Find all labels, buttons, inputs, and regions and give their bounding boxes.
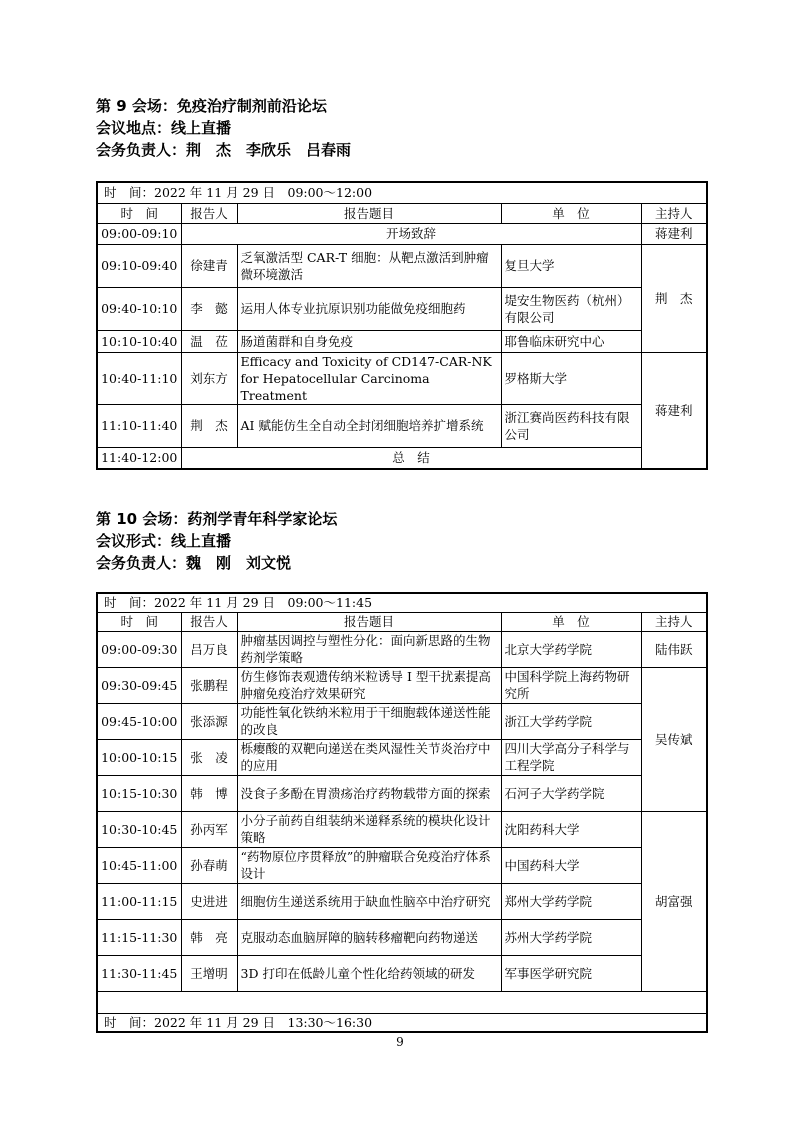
- row-unit: 堤安生物医药（杭州）有限公司: [501, 287, 641, 330]
- row-topic: 栎瘿酸的双靶向递送在类风湿性关节炎治疗中的应用: [237, 739, 501, 775]
- row-host: 蒋建利: [641, 352, 707, 469]
- row-speaker: 温 莅: [181, 330, 237, 352]
- page-number: 9: [396, 1035, 404, 1049]
- row-topic: 3D 打印在低龄儿童个性化给药领域的研发: [237, 955, 501, 991]
- row-unit: 罗格斯大学: [501, 352, 641, 404]
- header-speaker: 报告人: [181, 203, 237, 223]
- session9-organizers: 会务负责人：荆 杰 李欣乐 吕春雨: [96, 141, 352, 159]
- header-topic: 报告题目: [237, 612, 501, 631]
- row-unit: 复旦大学: [501, 244, 641, 287]
- row-unit: 耶鲁临床研究中心: [501, 330, 641, 352]
- header-unit: 单 位: [501, 612, 641, 631]
- table-row: [97, 447, 707, 469]
- row-unit: 石河子大学药学院: [501, 775, 641, 811]
- row-topic: 克服动态血脑屏障的脑转移瘤靶向药物递送: [237, 919, 501, 955]
- table-row: [97, 667, 707, 703]
- row-unit: 浙江大学药学院: [501, 703, 641, 739]
- table-row: [97, 287, 707, 330]
- session10-format: 会议形式：线上直播: [96, 532, 232, 550]
- table-row: [97, 330, 707, 352]
- table-row: [97, 631, 707, 667]
- table-header-row: [97, 612, 707, 631]
- table-row: [97, 739, 707, 775]
- row-unit: 苏州大学药学院: [501, 919, 641, 955]
- table-header-row: [97, 203, 707, 223]
- header-host: 主持人: [641, 612, 707, 631]
- spacer-row: [97, 991, 707, 1013]
- row-speaker: 张添源: [181, 703, 237, 739]
- row-time: 11:40-12:00: [97, 447, 181, 469]
- table-row: [97, 883, 707, 919]
- row-time: 09:00-09:30: [97, 631, 181, 667]
- row-speaker: 李 懿: [181, 287, 237, 330]
- table-row: [97, 352, 707, 404]
- table-row: [97, 919, 707, 955]
- row-speaker: 荆 杰: [181, 404, 237, 447]
- table-row: [97, 811, 707, 847]
- row-topic: “药物原位序贯释放”的肿瘤联合免疫治疗体系设计: [237, 847, 501, 883]
- session10-time: 时 间：2022 年 11 月 29 日 09:00～11:45: [97, 593, 707, 612]
- row-time: 09:40-10:10: [97, 287, 181, 330]
- session10-title: 第 10 会场：药剂学青年科学家论坛: [96, 510, 338, 528]
- table-row: [97, 404, 707, 447]
- row-topic: 肿瘤基因调控与塑性分化：面向新思路的生物药剂学策略: [237, 631, 501, 667]
- row-speaker: 孙春萌: [181, 847, 237, 883]
- row-time: 11:30-11:45: [97, 955, 181, 991]
- table-row: [97, 223, 707, 244]
- session9-time: 时 间：2022 年 11 月 29 日 09:00～12:00: [97, 182, 707, 203]
- table-row: [97, 703, 707, 739]
- row-topic: 小分子前药自组装纳米递释系统的模块化设计策略: [237, 811, 501, 847]
- header-time: 时 间: [97, 612, 181, 631]
- row-topic: 功能性氧化铁纳米粒用于干细胞载体递送性能的改良: [237, 703, 501, 739]
- session10-schedule-table: [96, 592, 708, 1033]
- header-speaker: 报告人: [181, 612, 237, 631]
- row-host: 蒋建利: [641, 223, 707, 244]
- header-host: 主持人: [641, 203, 707, 223]
- row-time: 10:30-10:45: [97, 811, 181, 847]
- table-row: [97, 847, 707, 883]
- row-time: 09:10-09:40: [97, 244, 181, 287]
- row-topic: 乏氧激活型 CAR-T 细胞：从靶点激活到肿瘤微环境激活: [237, 244, 501, 287]
- row-time: 10:45-11:00: [97, 847, 181, 883]
- row-unit: 中国科学院上海药物研究所: [501, 667, 641, 703]
- opening-remarks: 开场致辞: [181, 223, 641, 244]
- row-unit: 军事医学研究院: [501, 955, 641, 991]
- row-host: 陆伟跃: [641, 631, 707, 667]
- row-time: 10:40-11:10: [97, 352, 181, 404]
- header-topic: 报告题目: [237, 203, 501, 223]
- row-speaker: 徐建青: [181, 244, 237, 287]
- header-unit: 单 位: [501, 203, 641, 223]
- row-unit: 浙江赛尚医药科技有限公司: [501, 404, 641, 447]
- row-time: 10:00-10:15: [97, 739, 181, 775]
- row-host: 吴传斌: [641, 667, 707, 811]
- table-row: [97, 244, 707, 287]
- row-time: 10:10-10:40: [97, 330, 181, 352]
- row-time: 09:45-10:00: [97, 703, 181, 739]
- row-host: 胡富强: [641, 811, 707, 991]
- row-unit: 北京大学药学院: [501, 631, 641, 667]
- row-unit: 沈阳药科大学: [501, 811, 641, 847]
- session10-organizers: 会务负责人：魏 刚 刘文悦: [96, 554, 292, 572]
- row-unit: 郑州大学药学院: [501, 883, 641, 919]
- row-topic: Efficacy and Toxicity of CD147-CAR-NK for Hepatocellular Carcinoma Treatment: [237, 352, 501, 404]
- row-speaker: 王增明: [181, 955, 237, 991]
- row-time: 09:30-09:45: [97, 667, 181, 703]
- closing-summary: 总 结: [181, 447, 641, 469]
- row-time: 11:15-11:30: [97, 919, 181, 955]
- row-speaker: 孙丙军: [181, 811, 237, 847]
- session10-time-afternoon: 时 间：2022 年 11 月 29 日 13:30～16:30: [97, 1013, 707, 1032]
- session9-schedule-table: [96, 181, 708, 470]
- row-time: 11:10-11:40: [97, 404, 181, 447]
- row-speaker: 吕万良: [181, 631, 237, 667]
- row-topic: 运用人体专业抗原识别功能做免疫细胞药: [237, 287, 501, 330]
- row-topic: 细胞仿生递送系统用于缺血性脑卒中治疗研究: [237, 883, 501, 919]
- row-unit: 四川大学高分子科学与工程学院: [501, 739, 641, 775]
- session9-location: 会议地点：线上直播: [96, 119, 232, 137]
- row-speaker: 张 凌: [181, 739, 237, 775]
- row-time: 10:15-10:30: [97, 775, 181, 811]
- session9-title: 第 9 会场：免疫治疗制剂前沿论坛: [96, 97, 327, 115]
- table-row: [97, 775, 707, 811]
- row-speaker: 韩 亮: [181, 919, 237, 955]
- row-speaker: 韩 博: [181, 775, 237, 811]
- row-topic: 肠道菌群和自身免疫: [237, 330, 501, 352]
- row-time: 11:00-11:15: [97, 883, 181, 919]
- row-topic: 仿生修饰表观遗传纳米粒诱导 I 型干扰素提高肿瘤免疫治疗效果研究: [237, 667, 501, 703]
- header-time: 时 间: [97, 203, 181, 223]
- row-speaker: 张鹏程: [181, 667, 237, 703]
- row-time: 09:00-09:10: [97, 223, 181, 244]
- row-host: 荆 杰: [641, 244, 707, 352]
- row-speaker: 史进进: [181, 883, 237, 919]
- row-topic: 没食子多酚在胃溃疡治疗药物载带方面的探索: [237, 775, 501, 811]
- row-speaker: 刘东方: [181, 352, 237, 404]
- empty-cell: [97, 991, 707, 1013]
- row-unit: 中国药科大学: [501, 847, 641, 883]
- row-topic: AI 赋能仿生全自动全封闭细胞培养扩增系统: [237, 404, 501, 447]
- table-row: [97, 955, 707, 991]
